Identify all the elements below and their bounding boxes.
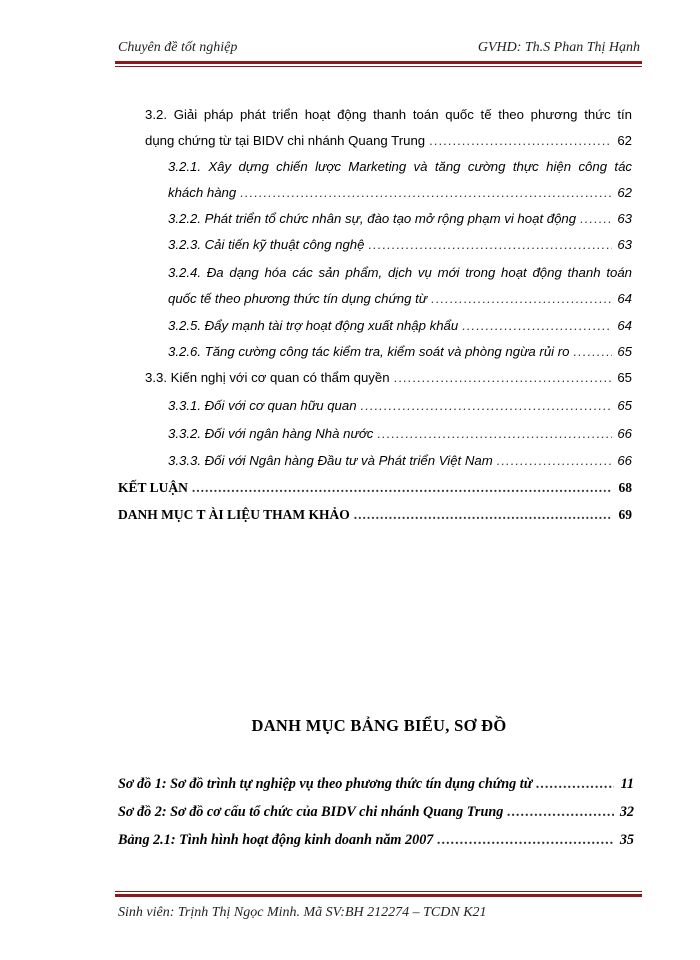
toc-page-number: 68	[618, 480, 632, 495]
header-rule	[115, 61, 642, 67]
toc-dot-leader	[580, 206, 612, 232]
toc-page-number: 62	[617, 133, 632, 148]
figure-dot-leader	[536, 772, 614, 796]
figure-page-number: 32	[619, 804, 634, 820]
toc-page-number: 66	[617, 453, 632, 468]
toc-entry-text: 3.2.2. Phát triển tổ chức nhân sự, đào tạo mở rộng phạm vi hoạt động	[168, 211, 577, 226]
toc-entry-3-3-2	[168, 421, 632, 447]
toc-entry-text: 3.2. Giải pháp phát triển hoạt động thanh toán quốc tế theo phương thức tín	[145, 107, 632, 122]
figure-entry-2	[118, 800, 634, 824]
toc-dot-leader	[497, 448, 612, 474]
figure-page-number: 11	[620, 776, 634, 792]
toc-dot-leader	[361, 393, 612, 419]
header-right: GVHD: Th.S Phan Thị Hạnh	[477, 40, 640, 55]
toc-dot-leader	[192, 475, 612, 501]
toc-entry-3-2-2	[168, 206, 632, 232]
toc-entry-3-2	[145, 102, 632, 154]
toc-entry-text: DANH MỤC T ÀI LIỆU THAM KHẢO	[118, 507, 350, 522]
toc-page-number: 64	[617, 291, 632, 306]
toc-dot-leader	[368, 232, 612, 258]
toc-entry-text: 3.3. Kiến nghị với cơ quan có thẩm quyền	[145, 370, 390, 385]
toc-page-number: 69	[618, 507, 632, 522]
figure-dot-leader	[437, 828, 614, 852]
toc-entry-text: 3.3.2. Đối với ngân hàng Nhà nước	[168, 426, 374, 441]
toc-entry-text: KẾT LUẬN	[118, 480, 188, 495]
page-footer: Sinh viên: Trịnh Thị Ngọc Minh. Mã SV:BH 212274 – TCDN K21	[118, 905, 487, 920]
toc-entry-text: 3.2.1. Xây dựng chiến lược Marketing và tăng cường thực hiện công tác	[168, 159, 632, 174]
toc-page-number: 65	[617, 370, 632, 385]
toc-entry-3-2-1	[168, 154, 632, 206]
page-header	[118, 40, 640, 56]
figure-dot-leader	[507, 800, 614, 824]
toc-dot-leader	[354, 502, 612, 528]
toc-entry-3-2-5	[168, 313, 632, 339]
toc-entry-3-2-6	[168, 339, 632, 365]
toc-dot-leader	[462, 313, 612, 339]
figure-page-number: 35	[619, 832, 634, 848]
toc-dot-leader	[377, 421, 612, 447]
toc-entry-text: 3.2.3. Cải tiến kỹ thuật công nghệ	[168, 237, 365, 252]
figure-entry-1	[118, 772, 634, 796]
toc-page-number: 65	[617, 398, 632, 413]
toc-page-number: 65	[617, 344, 632, 359]
toc-entry-text: dụng chứng từ tại BIDV chi nhánh Quang Trung	[145, 133, 426, 148]
toc-entry-3-2-3	[168, 232, 632, 258]
toc-dot-leader	[573, 339, 612, 365]
toc-dot-leader	[394, 365, 612, 391]
toc-page-number: 66	[617, 426, 632, 441]
toc-page-number: 63	[617, 211, 632, 226]
toc-entry-text: khách hàng	[168, 185, 237, 200]
toc-entry-3-3-3	[168, 448, 632, 474]
toc-entry-text: 3.2.4. Đa dạng hóa các sản phẩm, dịch vụ mới trong hoạt động thanh toán	[168, 265, 632, 280]
toc-dot-leader	[431, 286, 612, 312]
toc-entry-3-3-1	[168, 393, 632, 419]
toc-entry-text: 3.3.3. Đối với Ngân hàng Đầu tư và Phát triển Việt Nam	[168, 453, 493, 468]
toc-entry-3-3	[145, 365, 632, 391]
toc-entry-text: quốc tế theo phương thức tín dụng chứng từ	[168, 291, 428, 306]
toc-page-number: 62	[617, 185, 632, 200]
toc-entry-conclusion	[118, 475, 632, 501]
toc-entry-references	[118, 502, 632, 528]
toc-dot-leader	[429, 128, 612, 154]
figures-heading: DANH MỤC BẢNG BIỂU, SƠ ĐỒ	[251, 716, 507, 735]
header-left: Chuyên đề tốt nghiệp	[118, 40, 238, 55]
toc-page-number: 64	[617, 318, 632, 333]
figure-entry-text: Sơ đồ 2: Sơ đồ cơ cấu tổ chức của BIDV chi nhánh Quang Trung	[118, 804, 504, 820]
toc-page-number: 63	[617, 237, 632, 252]
figure-entry-3	[118, 828, 634, 852]
footer-rule	[115, 891, 642, 897]
toc-entry-3-2-4	[168, 260, 632, 312]
toc-entry-text: 3.2.5. Đẩy mạnh tài trợ hoạt động xuất nhập khẩu	[168, 318, 459, 333]
figure-entry-text: Bảng 2.1: Tình hình hoạt động kinh doanh năm 2007	[118, 832, 434, 848]
figure-entry-text: Sơ đồ 1: Sơ đồ trình tự nghiệp vụ theo phương thức tín dụng chứng từ	[118, 776, 533, 792]
toc-dot-leader	[240, 180, 612, 206]
toc-entry-text: 3.2.6. Tăng cường công tác kiểm tra, kiểm soát và phòng ngừa rủi ro	[168, 344, 570, 359]
toc-entry-text: 3.3.1. Đối với cơ quan hữu quan	[168, 398, 357, 413]
